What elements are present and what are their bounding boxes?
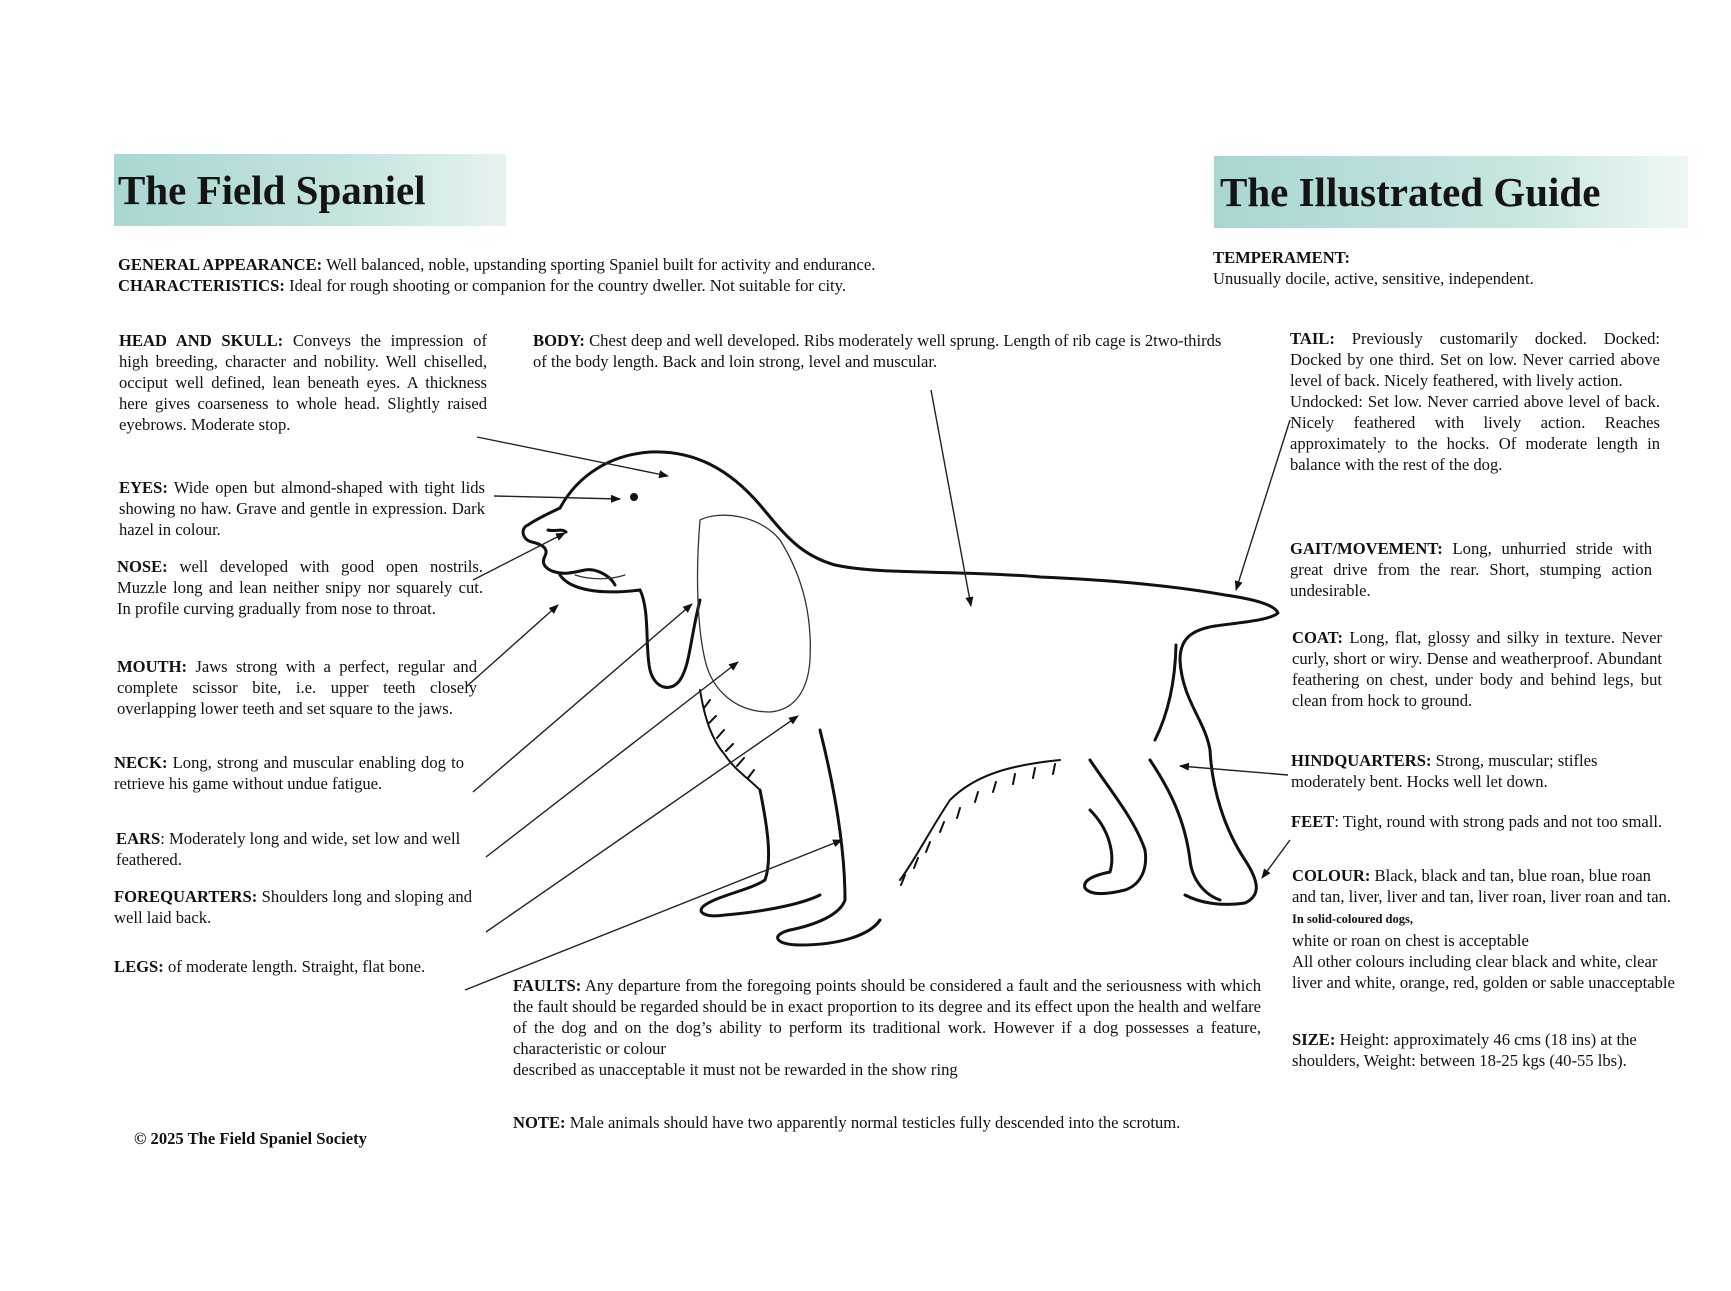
general-appearance-text: Well balanced, noble, upstanding sporting Spaniel built for activity and endurance.: [326, 255, 876, 274]
faults-text-showring: described as unacceptable it must not be rewarded in the show ring: [513, 1060, 958, 1079]
temperament-text: Unusually docile, active, sensitive, independent.: [1213, 269, 1534, 288]
colour-acceptable: acceptable: [1458, 931, 1529, 950]
ears-label: EARS: [116, 829, 161, 848]
hindquarters: [1291, 750, 1675, 792]
size: [1292, 1029, 1676, 1071]
eyes: [119, 477, 485, 540]
characteristics-text: Ideal for rough shooting or companion for the country dweller. Not suitable for city.: [289, 276, 847, 295]
head-and-skull: [119, 330, 487, 435]
ears: [116, 828, 474, 870]
copyright-owner: The Field Spaniel Society: [187, 1129, 367, 1148]
dog-front-leg-left: [701, 790, 820, 916]
dog-head: [523, 508, 640, 592]
pointer-feet: [1262, 840, 1290, 878]
legs-text: of moderate length. Straight, flat bone.: [167, 957, 426, 976]
nose: [117, 556, 483, 619]
pointer-legs: [465, 840, 842, 990]
dog-belly-feathering: [900, 760, 1060, 885]
eyes-label: EYES:: [119, 478, 168, 497]
temperament: [1213, 247, 1643, 289]
size-label: SIZE:: [1292, 1030, 1336, 1049]
faults: [513, 975, 1261, 1080]
colour-text: Black, black and tan, blue roan, blue roan and tan, liver, liver and tan, liver roan, liver roan and tan.: [1292, 866, 1672, 906]
tail-label: TAIL:: [1290, 329, 1335, 348]
colour-label: COLOUR:: [1292, 866, 1371, 885]
dog-hind-leg: [1085, 760, 1146, 894]
hindquarters-text: Strong, muscular; stifles moderately bent. Hocks well let down.: [1291, 751, 1598, 791]
nose-text: well developed with good open nostrils. Muzzle long and lean neither snipy nor squarely cut. In profile curving gradually from nose to throat.: [117, 557, 483, 618]
forequarters: [114, 886, 472, 928]
colour-unacceptable: unacceptable: [1588, 973, 1675, 992]
dog-eye: [630, 493, 638, 501]
hindquarters-label: HINDQUARTERS:: [1291, 751, 1432, 770]
pointer-tail: [1236, 420, 1290, 590]
mouth-text: Jaws strong with a perfect, regular and complete scissor bite, i.e. upper teeth closely overlapping lower teeth and set square to the jaws.: [117, 657, 477, 718]
pointer-body: [931, 390, 971, 606]
neck: [114, 752, 464, 794]
copyright: [134, 1128, 474, 1149]
mouth: [117, 656, 477, 719]
faults-text: Any departure from the foregoing points should be considered a fault and the seriousness with which the fault should be regarded should be in exact proportion to its degree and its effect upon the health and welfare of the dog and on the dog’s ability to perform its traditional work. However if a dog possesses a feature, characteristic or colour: [513, 976, 1261, 1058]
legs-label: LEGS:: [114, 957, 164, 976]
pointer-hindquarters: [1180, 766, 1288, 775]
pointer-neck: [473, 604, 692, 792]
neck-label: NECK:: [114, 753, 168, 772]
mouth-label: MOUTH:: [117, 657, 188, 676]
note: [513, 1112, 1253, 1133]
forequarters-label: FOREQUARTERS:: [114, 887, 258, 906]
feet-label: FEET: [1291, 812, 1335, 831]
gait-movement: [1290, 538, 1652, 601]
colour-other-text: All other colours including clear black and white, clear liver and white, orange, red, golden or sable: [1292, 952, 1658, 992]
colour: [1292, 865, 1676, 993]
gait-label: GAIT/MOVEMENT:: [1290, 539, 1443, 558]
coat-text: Long, flat, glossy and silky in texture. Never curly, short or wiry. Dense and weatherproof. Abundant feathering on chest, under body and behind legs, but clean from hock to ground.: [1292, 628, 1662, 710]
size-text: Height: approximately 46 cms (18 ins) at the shoulders, Weight: between 18-25 kgs (40-55 lbs).: [1292, 1030, 1637, 1070]
faults-label: FAULTS:: [513, 976, 582, 995]
pointer-ears: [486, 662, 738, 857]
general-appearance-label: GENERAL APPEARANCE:: [118, 255, 323, 274]
dog-nose: [548, 530, 566, 532]
title-banner-illustrated-guide: [1214, 156, 1688, 228]
tail-text: Previously customarily docked. Docked: Docked by one third. Set on low. Never carried above level of back. Nicely feathered, with lively action.: [1290, 329, 1660, 390]
pointer-eyes: [494, 496, 620, 499]
note-label: NOTE:: [513, 1113, 566, 1132]
pointer-head-skull: [477, 437, 668, 476]
head-and-skull-text: Conveys the impression of high breeding, character and nobility. Well chiselled, occiput well defined, lean beneath eyes. A thickness here gives coarseness to whole head. Slightly raised eyebrows. Moderate stop.: [119, 331, 487, 434]
head-and-skull-label: HEAD AND SKULL:: [119, 331, 284, 350]
forequarters-text: Shoulders long and sloping and well laid back.: [114, 887, 472, 927]
body-text: Chest deep and well developed. Ribs moderately well sprung. Length of rib cage is 2two-thirds of the body length. Back and loin strong, level and muscular.: [533, 331, 1222, 371]
legs: [114, 956, 466, 977]
neck-text: Long, strong and muscular enabling dog to retrieve his game without undue fatigue.: [114, 753, 464, 793]
dog-ear: [640, 590, 700, 687]
pointer-nose: [473, 533, 565, 580]
body-description: [533, 330, 1233, 372]
dog-front-leg-right: [778, 730, 880, 945]
tail-undocked-text: Undocked: Set low. Never carried above level of back. Nicely feathered with lively action. Reaches approximately to the hocks. Of moderate length in balance with the rest of the dog.: [1290, 392, 1660, 474]
title-banner-field-spaniel: [114, 154, 506, 226]
gait-text: Long, unhurried stride with great drive from the rear. Short, stumping action undesirable.: [1290, 539, 1653, 600]
characteristics-label: CHARACTERISTICS:: [118, 276, 285, 295]
general-appearance: [118, 254, 1078, 296]
colour-chest-text: white or roan on chest is: [1292, 931, 1455, 950]
tail: [1290, 328, 1660, 475]
title-illustrated-guide: The Illustrated Guide: [1220, 169, 1601, 215]
coat: [1292, 627, 1662, 711]
colour-solid-note: In solid-coloured dogs,: [1292, 912, 1413, 926]
feet-text: : Tight, round with strong pads and not too small.: [1334, 812, 1663, 831]
copyright-symbol: © 2025: [134, 1129, 184, 1148]
dog-mouth-teeth: [575, 575, 625, 579]
body-label: BODY:: [533, 331, 585, 350]
pointer-forequarters: [486, 716, 798, 932]
temperament-label: TEMPERAMENT:: [1213, 248, 1351, 267]
dog-chest-feathering: [700, 690, 760, 790]
dog-hind-leg-rear: [1150, 760, 1220, 900]
dog-ear-inner: [698, 515, 811, 712]
ears-text: : Moderately long and wide, set low and well feathered.: [116, 829, 461, 869]
eyes-text: Wide open but almond-shaped with tight lids showing no haw. Grave and gentle in expression. Dark hazel in colour.: [119, 478, 485, 539]
dog-outline: [560, 452, 1278, 905]
coat-label: COAT:: [1292, 628, 1344, 647]
note-text: Male animals should have two apparently normal testicles fully descended into the scrotum.: [569, 1113, 1181, 1132]
nose-label: NOSE:: [117, 557, 168, 576]
title-field-spaniel: The Field Spaniel: [118, 167, 426, 213]
feet: [1291, 811, 1675, 832]
